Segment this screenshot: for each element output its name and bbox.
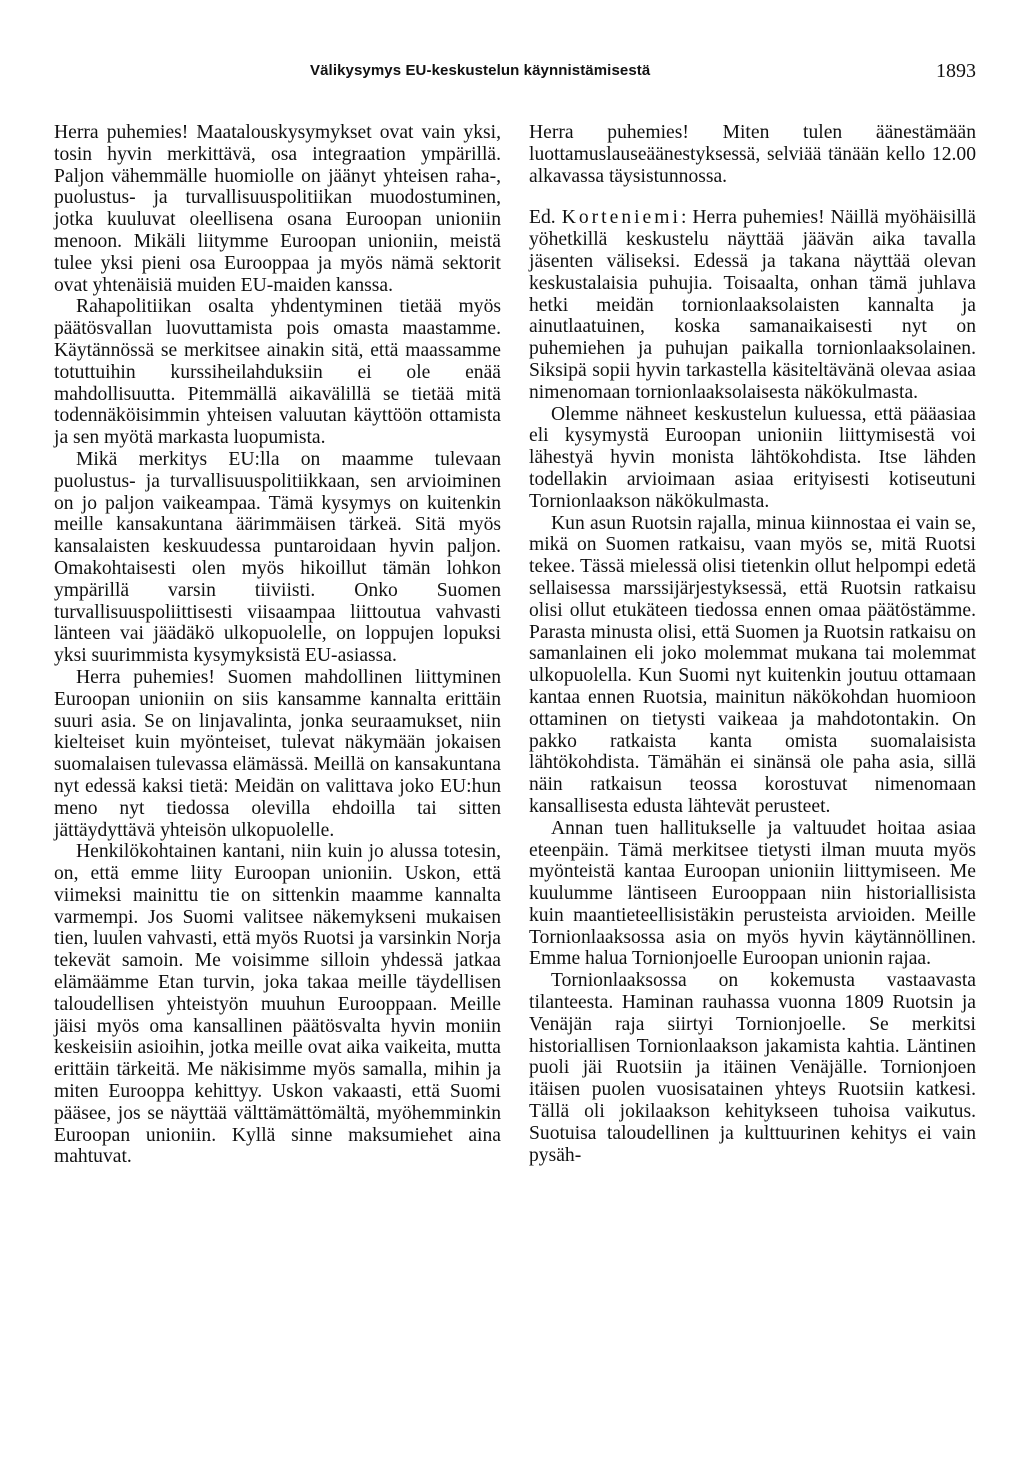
paragraph: Olemme nähneet keskustelun kuluessa, että pääasiaa eli kysymystä Euroopan unioniin liittymisestä voi lähestyä hyvin monista lähtökohdista. Itse lähden todellakin arvioimaan asiaa erityisesti kotiseutuni Tornionlaakson näkökulmasta. [529, 403, 976, 512]
page-number: 1893 [936, 60, 976, 82]
speaker-paragraph [529, 207, 976, 403]
speaker-name: Korteniemi [561, 207, 681, 229]
paragraph: Henkilökohtainen kantani, niin kuin jo alussa totesin, on, että emme liity Euroopan unioniin. Uskon, että viimeksi mainittu tie on sittenkin maamme kannalta varmempi. Jos Suomi valitsee näkemykseni mukaisen tien, luulen vahvasti, että myös Ruotsi ja varsinkin Norja tekevät samoin. Me voisimme silloin yhdessä jatkaa elämäämme Etan turvin, joka takaa meille täydellisen taloudellisen yhteistyön muuhun Eurooppaan. Meille jäisi myös oma kansallinen päätösvalta hyvin moniin keskeisiin asioihin, jotka meille ovat aika vaikeita, mutta erittäin tärkeitä. Me näkisimme myös samalla, mihin ja miten Eurooppa kehittyy. Uskon vakaasti, että Suomi pääsee, jos se näyttää välttämättömältä, myöhemminkin Euroopan unioniin. Kyllä sinne maksumiehet aina mahtuvat. [54, 841, 501, 1168]
left-column [54, 122, 501, 1168]
paragraph: Herra puhemies! Miten tulen äänestämään luottamuslauseäänestyksessä, selviää tänään kello 12.00 alkavassa täysistunnossa. [529, 122, 976, 187]
paragraph: Rahapolitiikan osalta yhdentyminen tietää myös päätösvallan luovuttamista pois omasta maastamme. Käytännössä se merkitsee ainakin sitä, että maassamme totuttuihin kurssiheilahduksiin ei ole enää mahdollisuutta. Pitemmällä aikavälillä se tietää mitä todennäköisimmin yhteisen valuutan käyttöön ottamista ja sen myötä markasta luopumista. [54, 296, 501, 449]
page-header [310, 62, 976, 88]
running-title: Välikysymys EU-keskustelun käynnistämisestä [310, 62, 651, 79]
paragraph: Kun asun Ruotsin rajalla, minua kiinnostaa ei vain se, mikä on Suomen ratkaisu, vaan myös se, mitä Ruotsi tekee. Tässä mielessä olisi tietenkin ollut helpompi edetä sellaisessa marssijärjestyksessä, että Ruotsin ratkaisu olisi ollut etukäteen tiedossa ennen omaa päätöstämme. Parasta minusta olisi, että Suomen ja Ruotsin ratkaisu on samanlainen eli joko molemmat mukana tai molemmat ulkopuolella. Kun Suomi nyt kuitenkin joutuu ottamaan kantaa ennen Ruotsia, mainitun näkökohdan huomioon ottaminen on tietysti vaikeaa ja mahdotontakin. On pakko ratkaista kanta omista suomalaisista lähtökohdista. Tämähän ei sinänsä ole paha asia, sillä näin ratkaisun teossa korostuvat nimenomaan kansallisesta edusta lähtevät perusteet. [529, 512, 976, 817]
paragraph: Herra puhemies! Suomen mahdollinen liittyminen Euroopan unioniin on siis kansamme kannalta erittäin suuri asia. Se on linjavalinta, jonka seuraamukset, niin kielteiset kuin myönteiset, tulevat näkymään jokaisen suomalaisen tulevassa elämässä. Meillä on kansakuntana nyt edessä kaksi tietä: Meidän on valittava joko EU:hun meno nyt tiedossa olevilla ehdoilla tai sitten jättäydyttävä yhteisön ulkopuolelle. [54, 666, 501, 841]
paragraph: Annan tuen hallitukselle ja valtuudet hoitaa asiaa eteenpäin. Tämä merkitsee tietysti ilman muuta myös myönteistä kantaa Euroopan unioniin liittymiseen. Me kuulumme läntiseen Eurooppaan niin historiallisista kuin maantieteellisistäkin perusteista arvioiden. Meille Tornionlaaksossa asia on myös hyvin käytännöllinen. Emme halua Tornionjoelle Euroopan unionin rajaa. [529, 817, 976, 970]
paragraph: Mikä merkitys EU:lla on maamme tulevaan puolustus- ja turvallisuuspolitiikkaan, sen arvioiminen on jo paljon vaikeampaa. Tämä kysymys on kuitenkin meille kansakuntana äärimmäisen tärkeä. Sitä myös kansalaisten keskuudessa puntaroidaan hyvin paljon. Omakohtaisesti olen myös hikoillut tämän lohkon ympärillä varsin tiiviisti. Onko Suomen turvallisuuspoliittisesti viisaampaa liittoutua vahvasti länteen vai jäädäkö ulkopuolelle, on loppujen lopuksi yksi suurimmista kysymyksistä EU-asiassa. [54, 448, 501, 667]
paragraph: Herra puhemies! Maatalouskysymykset ovat vain yksi, tosin hyvin merkittävä, osa integraation ympärillä. Paljon vähemmälle huomiolle on jäänyt yhteisen raha-, puolustus- ja turvallisuuspolitiikan muodostuminen, jotka kuuluvat oleellisena osana Euroopan unioniin menoon. Mikäli liitymme Euroopan unioniin, meistä tulee yksi pieni osa Eurooppaa ja myös nämä sektorit ovat yhtenäisiä muiden EU-maiden kanssa. [54, 122, 501, 296]
speaker-prefix: Ed. [529, 207, 562, 229]
right-column [529, 122, 976, 1166]
paragraph: Tornionlaaksossa on kokemusta vastaavasta tilanteesta. Haminan rauhassa vuonna 1809 Ruotsin ja Venäjän raja siirtyi Tornionjoelle. Se merkitsi historiallisen Tornionlaakson jakamista kahtia. Läntinen puoli jäi Ruotsiin ja itäinen Venäjälle. Tornionjoen itäisen puolen vuosisatainen yhteys Ruotsiin katkesi. Tällä oli jokilaakson kehitykseen tuhoisa vaikutus. Suotuisa taloudellinen ja kulttuurinen kehitys ei vain pysäh- [529, 970, 976, 1166]
speaker-text: : Herra puhemies! Näillä myöhäisillä yöhetkillä keskustelu näyttää jäävän aika tavalla jäsenten väliseksi. Edessä ja takana näyttää olevan keskustalaisia puhujia. Toisaalta, onhan tämä juhlava hetki meidän tornionlaaksolaisten kannalta ja ainutlaatuinen, koska samanaikaisesti nyt on puhemiehen ja puhujan paikalla tornionlaaksolainen. Siksipä sopii hyvin tarkastella käsiteltävänä olevaa asiaa nimenomaan tornionlaaksolaisesta näkökulmasta. [529, 207, 976, 403]
